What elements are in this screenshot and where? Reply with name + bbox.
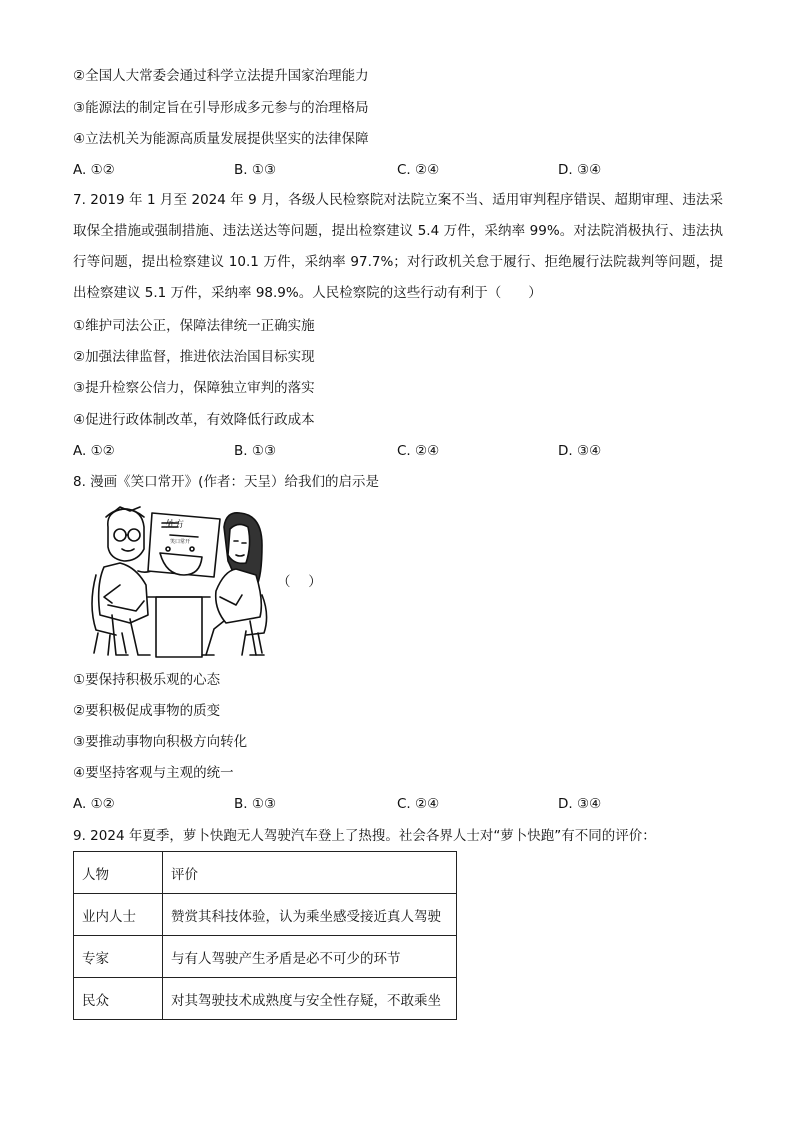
table-row [74, 936, 457, 978]
q7-option-d[interactable]: D. ③④ [558, 443, 602, 459]
table-cell: 专家 [74, 936, 163, 978]
cartoon-sheet-title: 处方 [166, 520, 185, 530]
q6-item-2: ②全国人大常委会通过科学立法提升国家治理能力 [73, 68, 369, 84]
table-header-cell: 评价 [163, 852, 457, 894]
q7-item-2: ②加强法律监督，推进依法治国目标实现 [73, 349, 315, 365]
q8-item-1: ①要保持积极乐观的心态 [73, 672, 221, 688]
table-cell: 民众 [74, 978, 163, 1020]
q8-option-b[interactable]: B. ①③ [234, 796, 277, 812]
q7-stem: 7. 2019 年 1 月至 2024 年 9 月，各级人民检察院对法院立案不当、适用审判程序错误、超期审理、违法采取保全措施或强制措施、违法送达等问题，提出检察建议 5.4 万件，采纳率 99%。对法院消极执行、违法执行等问题，提出检察建议 10.1 万件，采纳率 97.7%；对行政机关怠于履行、拒绝履行法院裁判等问题，提出检察建议 5.1 万件，采纳率 98.9%。人民检察院的这些行动有利于（ ） [73, 192, 723, 301]
table-cell: 与有人驾驶产生矛盾是必不可少的环节 [163, 936, 457, 978]
q8-option-c[interactable]: C. ②④ [397, 796, 440, 812]
q6-option-d[interactable]: D. ③④ [558, 162, 602, 178]
q8-item-3: ③要推动事物向积极方向转化 [73, 734, 248, 750]
q6-option-a[interactable]: A. ①② [73, 162, 115, 178]
q7-option-a[interactable]: A. ①② [73, 443, 115, 459]
q8-option-a[interactable]: A. ①② [73, 796, 115, 812]
q9-stem: 9. 2024 年夏季，萝卜快跑无人驾驶汽车登上了热搜。社会各界人士对“萝卜快跑”有不同的评价： [73, 828, 656, 844]
q6-option-c[interactable]: C. ②④ [397, 162, 440, 178]
q8-paren: （ ） [277, 574, 322, 590]
q7-item-1: ①维护司法公正，保障法律统一正确实施 [73, 318, 315, 334]
cartoon-image [86, 505, 271, 660]
q8-stem: 8. 漫画《笑口常开》(作者：天呈）给我们的启示是 [73, 474, 379, 490]
q8-item-2: ②要积极促成事物的质变 [73, 703, 221, 719]
q7-option-b[interactable]: B. ①③ [234, 443, 277, 459]
q7-option-c[interactable]: C. ②④ [397, 443, 440, 459]
table-cell: 对其驾驶技术成熟度与安全性存疑，不敢乘坐 [163, 978, 457, 1020]
table-header-cell: 人物 [74, 852, 163, 894]
q9-table [73, 851, 457, 1020]
q7-item-4: ④促进行政体制改革，有效降低行政成本 [73, 412, 315, 428]
cartoon-sheet-sub: 笑口常开 [170, 539, 191, 545]
table-row [74, 894, 457, 936]
table-row [74, 978, 457, 1020]
q8-item-4: ④要坚持客观与主观的统一 [73, 765, 234, 781]
table-cell: 业内人士 [74, 894, 163, 936]
table-header-row [74, 852, 457, 894]
q7-item-3: ③提升检察公信力，保障独立审判的落实 [73, 380, 315, 396]
q6-item-3: ③能源法的制定旨在引导形成多元参与的治理格局 [73, 100, 369, 116]
q6-item-4: ④立法机关为能源高质量发展提供坚实的法律保障 [73, 131, 369, 147]
q6-option-b[interactable]: B. ①③ [234, 162, 277, 178]
table-cell: 赞赏其科技体验，认为乘坐感受接近真人驾驶 [163, 894, 457, 936]
q8-option-d[interactable]: D. ③④ [558, 796, 602, 812]
